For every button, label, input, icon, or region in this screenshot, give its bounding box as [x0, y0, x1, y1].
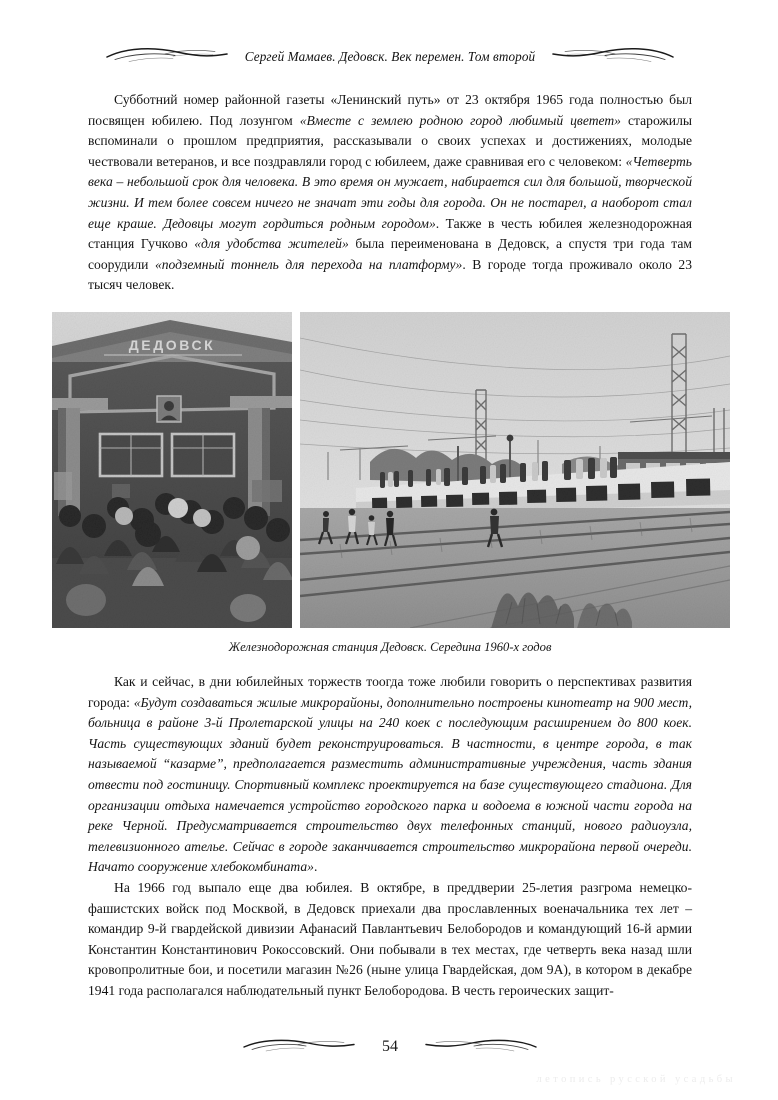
body-paragraph-1	[88, 90, 692, 296]
p1-quote-2: «Четверть века – небольшой срок для человека. В это время он мужает, набирается сил для большой, творческой жизни. И тем более совсем ничего не значат эти годы для города. Он не постарел, а наоборот стал еще краше. Дедовцы могут гордиться родным городом»	[88, 153, 692, 231]
p1-run-1: Субботний номер районной газеты «Ленинский путь» от 23 октября 1965 года полностью был посвящен юбилею. Под лозунгом	[88, 92, 692, 128]
page-footer	[88, 1032, 692, 1062]
swash-flourish-icon-right	[549, 45, 677, 70]
figure-caption: Железнодорожная станция Дедовск. Середина 1960-х годов	[228, 640, 552, 654]
svg-text:ДЕДОВСК: ДЕДОВСК	[128, 337, 216, 353]
platform-illustration	[300, 312, 730, 628]
figure-photographs	[52, 312, 730, 628]
photo-dedovsk-station-building	[52, 312, 292, 628]
p1-run-3: . Также в честь юбилея железнодорожная станция Гучково	[88, 215, 692, 252]
p2-run-2: .	[313, 859, 318, 875]
p3-run-1: На 1966 год выпало еще два юбилея. В октябре, в преддверии 25-летия разгрома немецко-фашистских войск под Москвой, в Дедовск приехали два прославленных военачальника тех лет – командир 9-й гвардейской дивизии Афанасий Павлантьевич Белобородов и командующий 16-й армии Константин Константинович Рокоссовский. Они побывали в тех местах, где четверть века назад шли кровопролитные бои, и посетили магазин №26 (ныне улица Гвардейская, дом 9А), в котором в декабре 1941 года располагался наблюдательный пункт Белобородова. В честь героических защит-	[88, 880, 692, 998]
p2-quote-1: «Будут создаваться жилые микрорайоны, дополнительно построены кинотеатр на 900 мест, больница в районе 3-й Пролетарской улицы на 240 коек с последующим расширением до 800 коек. Часть существующих зданий будет реконструироваться. В частности, в центре города, в так называемой “казарме”, предполагается разместить административные учреждения, часть здания отвести под гостиницу. Спортивный комплекс проектируется на базе существующего стадиона. Для организации отдыха намечается устройство городского парка и водоема в южной части города на реке Черной. Предусматривается строительство двух телефонных станций, нового радиоузла, телевизионного ателье. Сейчас в городе заканчивается строительство микрорайона первой очереди. Начато сооружение хлебокомбината»	[88, 694, 692, 875]
p1-quote-4: «подземный тоннель для перехода на платформу»	[154, 256, 463, 272]
page-number: 54	[382, 1038, 398, 1055]
footer-swash-flourish-icon-left	[240, 1036, 358, 1059]
p1-run-2: старожилы вспоминали о прошлом предприятия, рассказывали о своих успехах и достижениях, молодые чествовали ветеранов, и все поздравляли город с юбилеем, даже сравнивая его с человеком:	[88, 112, 693, 169]
p1-run-4: была переименована в Дедовск, а спустя три года там соорудили	[88, 236, 693, 272]
p1-quote-3: «для удобства жителей»	[194, 236, 349, 252]
photo-dedovsk-platform	[300, 312, 730, 628]
running-head	[85, 44, 695, 70]
paragraph-text	[88, 672, 692, 878]
p2-run-1: Как и сейчас, в дни юбилейных торжеств тоогда тоже любили говорить о перспективах развития города:	[88, 674, 692, 710]
p1-quote-1: «Вместе с землею родною город любимый цветет»	[299, 112, 621, 128]
paragraph-text	[88, 878, 692, 1002]
body-paragraph-2	[88, 672, 692, 878]
p1-run-5: . В городе тогда проживало около 23 тысяч человек.	[88, 256, 692, 293]
running-head-title: Сергей Мамаев. Дедовск. Век перемен. Том второй	[244, 49, 536, 64]
footer-swash-flourish-icon-right	[422, 1036, 540, 1059]
watermark-text: летопись русской усадьбы	[536, 1074, 736, 1085]
body-paragraph-3	[88, 878, 692, 1002]
station-building-illustration	[52, 312, 292, 628]
swash-flourish-icon-left	[103, 45, 231, 70]
paragraph-text	[88, 90, 692, 296]
